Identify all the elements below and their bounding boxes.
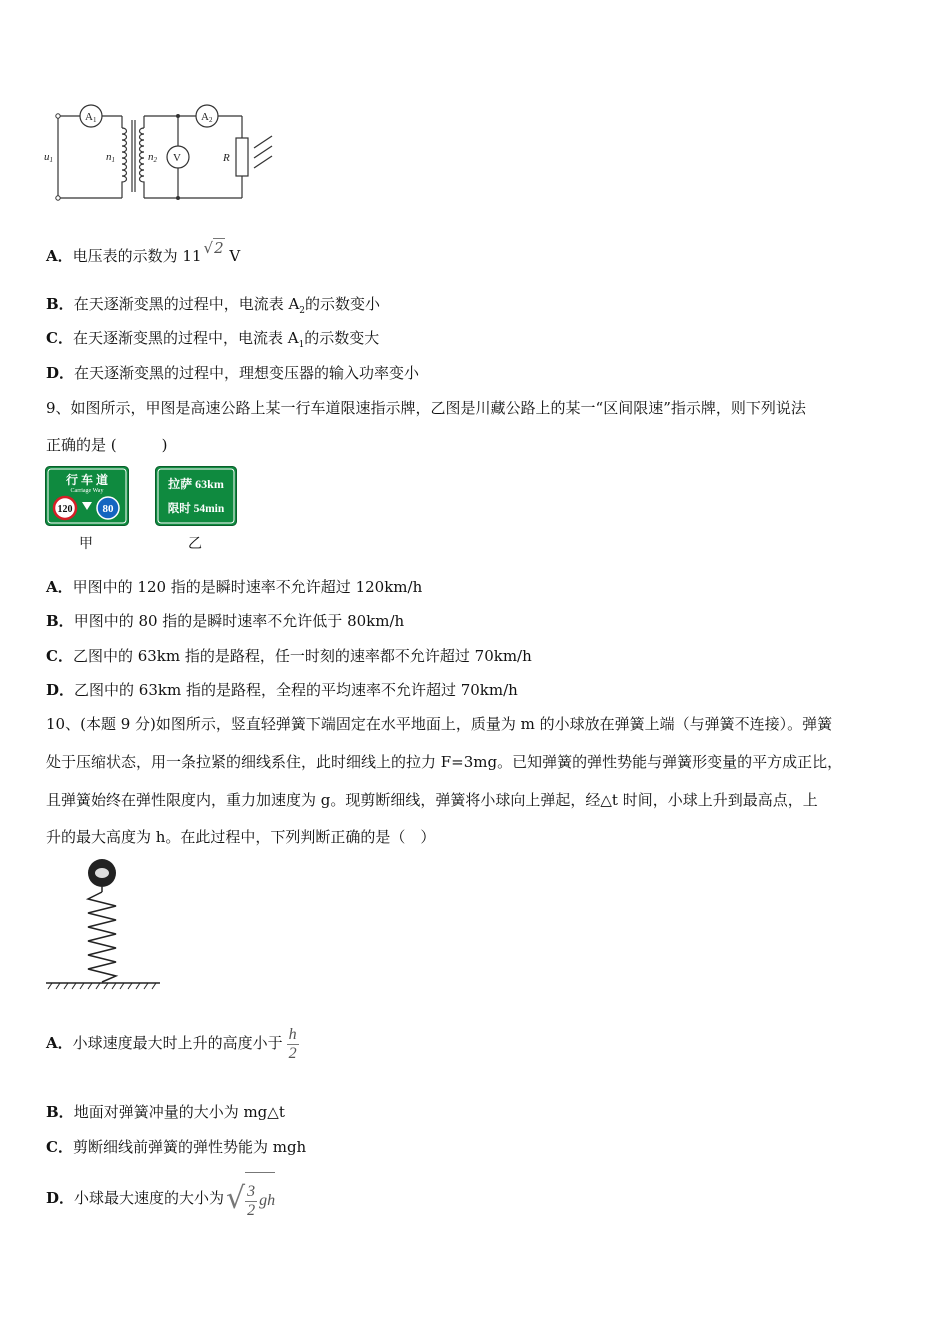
q10-stem-line1: 10、(本题 9 分)如图所示，竖直轻弹簧下端固定在水平地面上，质量为 m 的小球放在弹簧上端（与弹簧不连接）。弹簧: [46, 715, 833, 733]
sign-jia: [45, 466, 129, 526]
q10-stem-line2: 处于压缩状态，用一条拉紧的细线系住，此时细线上的拉力 F=3mg。已知弹簧的弹性势能与弹簧形变量的平方成正比，: [46, 753, 843, 771]
q10-option-d: D．小球最大速度的大小为√ $\frac{3}{2}$ gh: [46, 1172, 275, 1222]
sign-jia-title: 行 车 道: [65, 473, 109, 487]
q9-stem-line2: 正确的是 ( ): [46, 436, 168, 454]
q10-option-a: A．小球速度最大时上升的高度小于 $\frac{h}{2}$: [46, 1025, 297, 1062]
q10-stem-line3: 且弹簧始终在弹性限度内，重力加速度为 g。现剪断细线，弹簧将小球向上弹起，经△t 时间，小球上升到最高点，上: [46, 791, 818, 809]
spring-ball-figure: [44, 856, 164, 992]
q9-stem-line1: 9、如图所示，甲图是高速公路上某一行车道限速指示牌，乙图是川藏公路上的某一“区间限速”指示牌，则下列说法: [46, 399, 806, 417]
q8-option-b: B．在天逐渐变黑的过程中，电流表 $A_2$的示数变小: [46, 295, 381, 316]
q8-option-a: A．电压表的示数为 11 √2 V: [46, 239, 241, 265]
q9-option-c: C．乙图中的 63km 指的是路程，任一时刻的速率都不允许超过 70km/h: [46, 647, 532, 665]
n1-label: n1: [106, 151, 115, 164]
q9-option-d: D．乙图中的 63km 指的是路程，全程的平均速率不允许超过 70km/h: [46, 681, 518, 699]
a1-label: A1: [85, 111, 97, 124]
n2-label: n2: [148, 151, 157, 164]
q9-option-b: B．甲图中的 80 指的是瞬时速率不允许低于 80km/h: [46, 612, 405, 630]
v-label: V: [173, 152, 181, 164]
sign-jia-subtitle: Carriage Way: [70, 488, 104, 494]
q9-option-a: A．甲图中的 120 指的是瞬时速率不允许超过 120km/h: [46, 578, 423, 596]
u1-label: u1: [44, 151, 53, 164]
q8-option-d: D．在天逐渐变黑的过程中，理想变压器的输入功率变小: [46, 364, 420, 382]
speed-max-label: 120: [57, 504, 73, 515]
transformer-circuit-figure: [40, 100, 280, 210]
sign-yi-caption: 乙: [188, 536, 202, 552]
r-label: R: [223, 152, 230, 164]
q10-option-c: C．剪断细线前弹簧的弹性势能为 mgh: [46, 1138, 307, 1156]
sign-jia-caption: 甲: [79, 536, 93, 552]
a2-label: A2: [201, 111, 213, 124]
sign-yi: [155, 466, 237, 526]
sign-yi-row1: 拉萨 63km: [168, 477, 224, 491]
q10-stem-line4: 升的最大高度为 h。在此过程中，下列判断正确的是（ ）: [46, 828, 436, 846]
speed-min-label: 80: [102, 503, 114, 515]
q10-option-b: B．地面对弹簧冲量的大小为 mg△t: [46, 1103, 285, 1121]
sign-yi-row2: 限时 54min: [167, 503, 225, 515]
q8-option-c: C．在天逐渐变黑的过程中，电流表 $A_1$的示数变大: [46, 329, 380, 350]
